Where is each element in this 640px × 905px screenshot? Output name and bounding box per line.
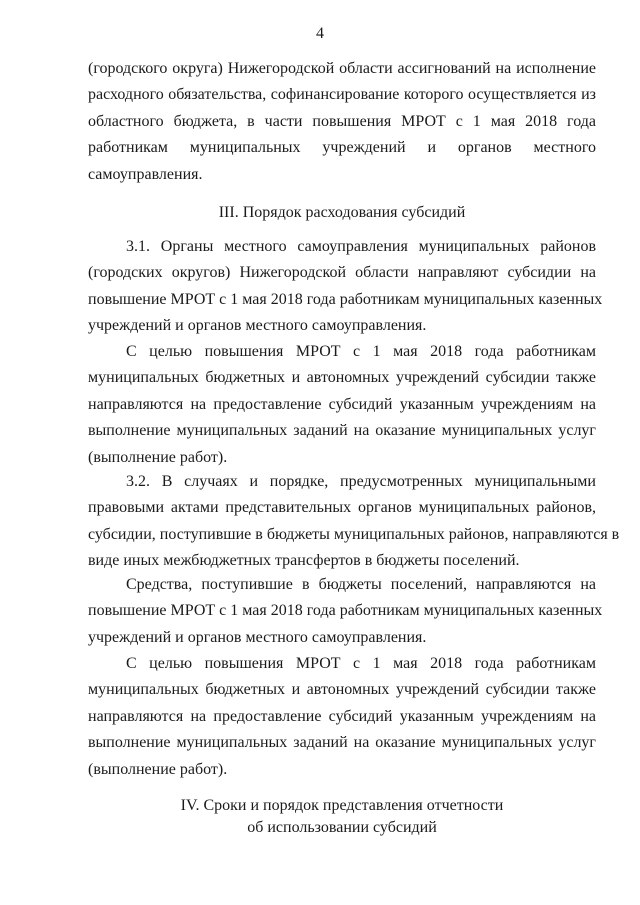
text-line: Средства, поступившие в бюджеты поселений, направляются на — [126, 576, 596, 593]
paragraph-mrot-budget-2 — [88, 651, 596, 783]
text-line: С целью повышения МРОТ с 1 мая 2018 года работникам — [126, 343, 596, 360]
page-number: 4 — [316, 25, 324, 42]
text-line: повышение МРОТ с 1 мая 2018 года работникам муниципальных казенных — [88, 290, 603, 308]
paragraph-3-1 — [88, 234, 603, 340]
text-line: субсидии, поступившие в бюджеты муниципальных районов, направляются в — [88, 525, 620, 543]
text-line: (выполнение работ). — [88, 760, 228, 778]
text-line: муниципальных бюджетных и автономных учреждений субсидии также — [88, 369, 596, 387]
text-line: направляются на предоставление субсидий указанным учреждениям на — [88, 707, 596, 725]
text-line: виде иных межбюджетных трансфертов в бюджеты поселений. — [88, 552, 520, 570]
section-3-heading: III. Порядок расходования субсидий — [218, 204, 466, 221]
text-line: правовыми актами представительных органов муниципальных районов, — [88, 499, 596, 517]
paragraph-mrot-budget-1 — [88, 339, 596, 471]
text-line: повышение МРОТ с 1 мая 2018 года работникам муниципальных казенных — [88, 602, 603, 620]
intro-paragraph — [88, 56, 596, 188]
text-line: учреждений и органов местного самоуправления. — [88, 628, 427, 646]
section-4-heading-line-1: IV. Сроки и порядок представления отчетности — [180, 797, 504, 814]
text-line: С целью повышения МРОТ с 1 мая 2018 года работникам — [126, 655, 596, 672]
text-line: направляются на предоставление субсидий указанным учреждениям на — [88, 395, 596, 413]
text-line: выполнение муниципальных заданий на оказание муниципальных услуг — [88, 734, 596, 752]
text-line: расходного обязательства, софинансирование которого осуществляется из — [88, 86, 596, 104]
paragraph-3-2 — [88, 469, 620, 575]
text-line: областного бюджета, в части повышения МРОТ с 1 мая 2018 года — [88, 112, 596, 130]
text-line: работникам муниципальных учреждений и органов местного — [88, 139, 596, 157]
text-line: (городских округов) Нижегородской области направляют субсидии на — [88, 264, 596, 282]
text-line: выполнение муниципальных заданий на оказание муниципальных услуг — [88, 422, 596, 440]
text-line: 3.2. В случаях и порядке, предусмотренных муниципальными — [126, 473, 596, 490]
text-line: учреждений и органов местного самоуправления. — [88, 317, 427, 335]
text-line: самоуправления. — [88, 165, 203, 183]
text-line: муниципальных бюджетных и автономных учреждений субсидии также — [88, 681, 596, 699]
text-line: (городского округа) Нижегородской области ассигнований на исполнение — [88, 60, 596, 77]
text-line: 3.1. Органы местного самоуправления муниципальных районов — [126, 238, 596, 255]
section-4-heading-line-2: об использовании субсидий — [247, 819, 437, 836]
paragraph-funds-settlements — [88, 572, 603, 651]
section-4-heading-block — [88, 795, 596, 839]
section-3-heading-block — [88, 202, 596, 224]
text-line: (выполнение работ). — [88, 448, 228, 466]
